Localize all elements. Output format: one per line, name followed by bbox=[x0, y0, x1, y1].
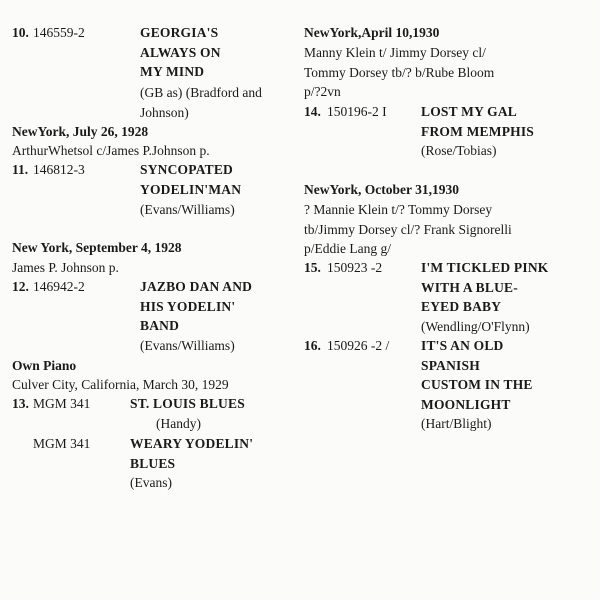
track-number: 14. bbox=[304, 104, 321, 119]
track-title: IT'S AN OLD SPANISH CUSTOM IN THE MOONLIGHT bbox=[421, 338, 533, 412]
composer-credit: (Rose/Tobias) bbox=[421, 143, 497, 158]
composer-credit: (Evans/Williams) bbox=[140, 338, 235, 353]
track-number: 13. bbox=[12, 396, 29, 411]
session-personnel: Manny Klein t/ Jimmy Dorsey cl/ Tommy Dorsey tb/? b/Rube Bloom p/?2vn bbox=[304, 45, 495, 99]
matrix-number: MGM 341 bbox=[33, 396, 91, 411]
session-header: NewYork,April 10,1930 bbox=[304, 25, 440, 40]
session-header: Own Piano bbox=[12, 358, 77, 373]
session-header: NewYork, October 31,1930 bbox=[304, 182, 459, 197]
track-title: LOST MY GAL FROM MEMPHIS bbox=[421, 104, 535, 139]
track-number: 12. bbox=[12, 279, 29, 294]
track-number: 11. bbox=[12, 162, 29, 177]
matrix-number: 146942-2 bbox=[33, 279, 85, 294]
session-header: New York, September 4, 1928 bbox=[12, 240, 182, 255]
track-number: 10. bbox=[12, 25, 29, 40]
composer-credit: (Hart/Blight) bbox=[421, 416, 492, 431]
composer-credit: (Handy) bbox=[156, 416, 201, 431]
composer-credit: (Wendling/O'Flynn) bbox=[421, 319, 530, 334]
matrix-number: 150926 -2 / bbox=[327, 338, 390, 353]
session-personnel: ? Mannie Klein t/? Tommy Dorsey tb/Jimmy Dorsey cl/? Frank Signorelli p/Eddie Lang g/ bbox=[304, 202, 512, 256]
composer-credit: (Evans) bbox=[130, 475, 172, 490]
matrix-number: 150923 -2 bbox=[327, 260, 383, 275]
matrix-number: 146812-3 bbox=[33, 162, 85, 177]
track-title: I'M TICKLED PINK WITH A BLUE- EYED BABY bbox=[421, 260, 549, 314]
track-title: GEORGIA'S ALWAYS ON MY MIND bbox=[140, 25, 221, 79]
matrix-number: 146559-2 bbox=[33, 25, 85, 40]
composer-credit: (GB as) (Bradford and Johnson) bbox=[140, 85, 262, 120]
session-personnel: ArthurWhetsol c/James P.Johnson p. bbox=[12, 143, 210, 158]
matrix-number: 150196-2 I bbox=[327, 104, 387, 119]
track-number: 16. bbox=[304, 338, 321, 353]
composer-credit: (Evans/Williams) bbox=[140, 202, 235, 217]
matrix-number: MGM 341 bbox=[33, 436, 91, 451]
session-personnel: James P. Johnson p. bbox=[12, 260, 119, 275]
session-header: NewYork, July 26, 1928 bbox=[12, 124, 149, 139]
track-number: 15. bbox=[304, 260, 321, 275]
track-title: JAZBO DAN AND HIS YODELIN' BAND bbox=[140, 279, 253, 333]
session-personnel: Culver City, California, March 30, 1929 bbox=[12, 377, 229, 392]
track-title: WEARY YODELIN' BLUES bbox=[130, 436, 254, 471]
track-title: SYNCOPATED YODELIN'MAN bbox=[140, 162, 242, 197]
track-title: ST. LOUIS BLUES bbox=[130, 396, 245, 411]
